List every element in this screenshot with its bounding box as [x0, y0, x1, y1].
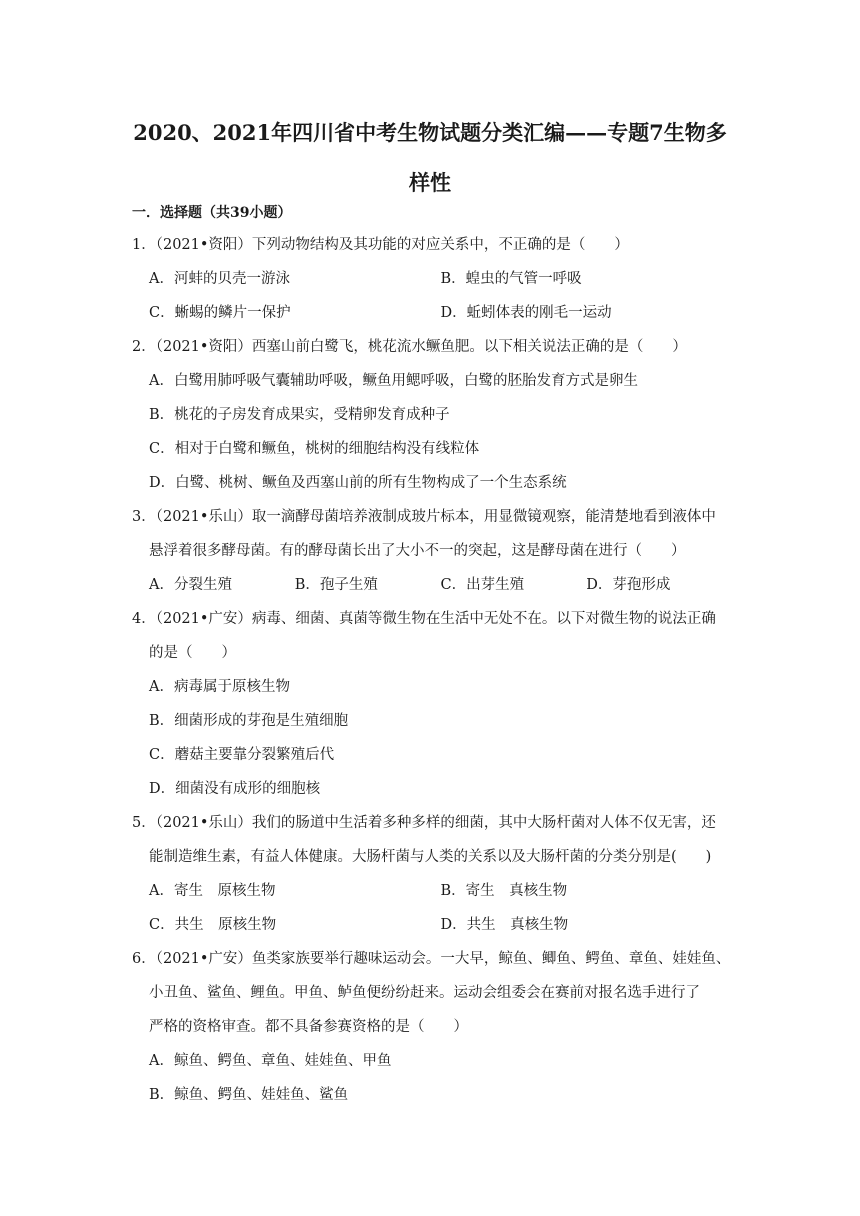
question-4: [132, 602, 732, 806]
option-b: B．细菌形成的芽孢是生殖细胞: [149, 713, 349, 729]
option-d: D．白鹭、桃树、鳜鱼及西塞山前的所有生物构成了一个生态系统: [149, 475, 567, 491]
option-c: C．蜥蜴的鳞片一保护: [149, 305, 291, 321]
option-a: A．白鹭用肺呼吸气囊辅助呼吸，鳜鱼用鳃呼吸，白鹭的胚胎发育方式是卵生: [149, 373, 638, 389]
option-d: D．细菌没有成形的细胞核: [149, 781, 321, 797]
question-2: [132, 330, 732, 500]
question-stem-continued: 严格的资格审查。都不具备参赛资格的是（ ）: [149, 1019, 468, 1035]
section-heading: 一．选择题（共39小题）: [132, 205, 292, 221]
question-stem: 4．（2021•广安）病毒、细菌、真菌等微生物在生活中无处不在。以下对微生物的说法正确: [132, 611, 716, 627]
question-5: [132, 806, 732, 942]
option-b: B．蝗虫的气管一呼吸: [440, 271, 582, 287]
question-1: [132, 228, 732, 330]
option-a: A．寄生 原核生物: [149, 883, 276, 899]
option-b: B．寄生 真核生物: [440, 883, 568, 899]
option-a: A．分裂生殖: [149, 577, 232, 593]
question-stem: 1．（2021•资阳）下列动物结构及其功能的对应关系中，不正确的是（ ）: [132, 237, 629, 253]
option-b: B．桃花的子房发育成果实，受精卵发育成种子: [149, 407, 450, 423]
option-c: C．出芽生殖: [440, 577, 525, 593]
option-d: D．蚯蚓体表的刚毛一运动: [440, 305, 612, 321]
question-3: [132, 500, 732, 602]
question-stem-continued: 小丑鱼、鲨鱼、鲤鱼。甲鱼、鲈鱼便纷纷赶来。运动会组委会在赛前对报名选手进行了: [149, 985, 700, 1001]
question-stem: 6．（2021•广安）鱼类家族要举行趣味运动会。一大早，鲸鱼、鲫鱼、鳄鱼、章鱼、娃娃鱼、: [132, 951, 731, 967]
question-6: [132, 942, 732, 1112]
option-a: A．鲸鱼、鳄鱼、章鱼、娃娃鱼、甲鱼: [149, 1053, 392, 1069]
option-d: D．芽孢形成: [586, 577, 671, 593]
question-stem-continued: 能制造维生素，有益人体健康。大肠杆菌与人类的关系以及大肠杆菌的分类分别是( ): [149, 849, 712, 865]
question-stem: 2．（2021•资阳）西塞山前白鹭飞，桃花流水鳜鱼肥。以下相关说法正确的是（ ）: [132, 339, 687, 355]
question-stem-continued: 的是（ ）: [149, 645, 236, 661]
option-b: B．鲸鱼、鳄鱼、娃娃鱼、鲨鱼: [149, 1087, 349, 1103]
question-stem-continued: 悬浮着很多酵母菌。有的酵母菌长出了大小不一的突起，这是酵母菌在进行（ ）: [149, 543, 686, 559]
option-b: B．孢子生殖: [294, 577, 378, 593]
option-a: A．河蚌的贝壳一游泳: [149, 271, 290, 287]
option-c: C．蘑菇主要靠分裂繁殖后代: [149, 747, 335, 763]
question-stem: 5．（2021•乐山）我们的肠道中生活着多种多样的细菌，其中大肠杆菌对人体不仅无害，还: [132, 815, 716, 831]
option-c: C．共生 原核生物: [149, 917, 277, 933]
document-title: [100, 108, 760, 208]
question-stem: 3．（2021•乐山）取一滴酵母菌培养液制成玻片标本，用显微镜观察，能清楚地看到液体中: [132, 509, 716, 525]
title-line-1: 2020、2021年四川省中考生物试题分类汇编——专题7生物多: [133, 120, 727, 145]
option-c: C．相对于白鹭和鳜鱼，桃树的细胞结构没有线粒体: [149, 441, 480, 457]
option-d: D．共生 真核生物: [440, 917, 569, 933]
question-list: [132, 228, 732, 1112]
title-line-2: 样性: [409, 170, 451, 195]
option-a: A．病毒属于原核生物: [149, 679, 290, 695]
